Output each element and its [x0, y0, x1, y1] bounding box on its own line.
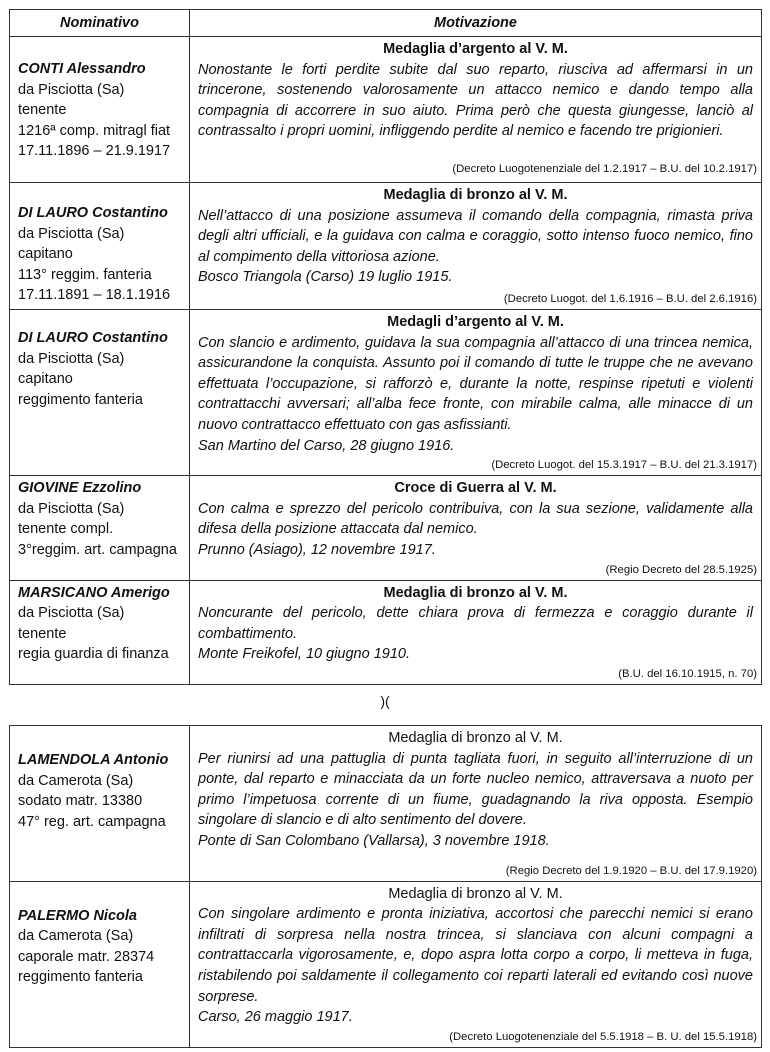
person-info: 17.11.1891 – 18.1.1916 [18, 287, 171, 304]
person-info: reggimento fanteria [18, 969, 143, 986]
motivation-text: Nell’attacco di una posizione assumeva il comando della compagnia, rimasta priva degli altri ufficiali, e la guidava con calma e coraggio, sotto intenso fuoco nemico, fino al compimento della vittoriosa azione. [198, 207, 753, 265]
motivation-text: Per riunirsi ad una pattuglia di punta tagliata fuori, in seguito all’interruzione di un ponte, dal reparto e minacciata da un forte nucleo nemico, attraversava a nuoto per primo l’impetuosa corrente di un fiume, guadagnando la riva opposta. Esempio singolare di slancio e di alto sentimento del dovere. [198, 750, 753, 829]
name-cell [10, 726, 190, 882]
name-cell [10, 881, 190, 1047]
motivation-text: Con slancio e ardimento, guidava la sua compagnia all’attacco di una trincea nemica, assicurandone la conquista. Assunto poi il comando di tutte le truppe che ne avevano effettuata l’occupazione, si rafforzò e, durante la notte, respinse ripetuti e violenti contrattacchi avversari; all’alba fece fronte, con mirabile calma, alle minacce di un nuovo contrattacco effettuato con gas asfissianti. [198, 334, 753, 433]
place-date: Ponte di San Colombano (Vallarsa), 3 novembre 1918. [198, 832, 550, 849]
motivation-cell [190, 476, 762, 580]
motivation-cell [190, 726, 762, 882]
section-separator: )( [380, 693, 390, 709]
person-info: da Pisciotta (Sa) [18, 605, 125, 622]
person-info: da Camerota (Sa) [18, 928, 134, 945]
motivation-text: Con singolare ardimento e pronta iniziativa, accortosi che parecchi nemici si erano infiltrati di sorpresa nella nostra trincea, si slanciava con alcuni compagni a contrattaccarla vigorosamente, e, dopo aspra lotta corpo a corpo, li metteva in fuga, ristabilendo poi saldamente il collegamento coi reparti laterali ed evitando così nuove sorprese. [198, 906, 753, 1005]
decree-reference: (Decreto Luogotenenziale del 5.5.1918 – B. U. del 15.5.1918) [449, 1030, 757, 1043]
place-date: Monte Freikofel, 10 giugno 1910. [198, 646, 410, 663]
motivation-text: Nonostante le forti perdite subite dal suo reparto, riusciva ad affermarsi in un trincerone, sostenendo valorosamente un attacco nemico e dando tempo alla compagnia di accorrere in suo aiuto. Prima però che questa giungesse, lanciò al contrassalto i propri uomini, infliggendo perdite al nemico e facendo tre prigionieri. [198, 61, 753, 140]
person-name: DI LAURO Costantino [18, 329, 168, 346]
name-cell [10, 37, 190, 183]
person-info: 47° reg. art. campagna [18, 813, 166, 830]
place-date: Prunno (Asiago), 12 novembre 1917. [198, 541, 436, 558]
person-info: 17.11.1896 – 21.9.1917 [18, 143, 171, 160]
decree-reference: (B.U. del 16.10.1915, n. 70) [618, 667, 757, 680]
place-date: Carso, 26 maggio 1917. [198, 1009, 353, 1026]
decree-reference: (Decreto Luogot. del 1.6.1916 – B.U. del 2.6.1916) [503, 292, 757, 305]
name-cell [10, 309, 190, 475]
person-name: LAMENDOLA Antonio [18, 752, 169, 768]
motivation-cell [190, 881, 762, 1047]
awards-table-1 [9, 9, 762, 685]
decree-reference: (Regio Decreto del 1.9.1920 – B.U. del 17.9.1920) [505, 864, 757, 877]
decree-reference: (Decreto Luogot. del 15.3.1917 – B.U. del 21.3.1917) [491, 459, 757, 472]
award-title: Croce di Guerra al V. M. [394, 480, 557, 497]
place-date: San Martino del Carso, 28 giugno 1916. [198, 437, 455, 454]
award-title: Medaglia di bronzo al V. M. [388, 730, 563, 746]
table-row [10, 881, 762, 1047]
award-title: Medagli d’argento al V. M. [387, 313, 564, 330]
table-row [10, 37, 762, 183]
person-name: MARSICANO Amerigo [18, 584, 170, 601]
table-row [10, 726, 762, 882]
person-name: PALERMO Nicola [18, 907, 137, 924]
motivation-cell [190, 37, 762, 183]
table-row [10, 580, 762, 684]
motivation-text: Con calma e sprezzo del pericolo contribuiva, con la sua sezione, validamente alla difesa della posizione attaccata dal nemico. [198, 500, 753, 538]
table-header-row [10, 10, 762, 37]
award-title: Medaglia di bronzo al V. M. [383, 584, 568, 601]
person-info: capitano [18, 246, 73, 263]
motivation-cell [190, 183, 762, 310]
person-info: capitano [18, 371, 73, 388]
decree-reference: (Decreto Luogotenenziale del 1.2.1917 – B.U. del 10.2.1917) [452, 162, 757, 175]
person-info: tenente [18, 625, 67, 642]
table-row [10, 309, 762, 475]
person-info: da Camerota (Sa) [18, 772, 134, 789]
person-info: sodato matr. 13380 [18, 793, 143, 810]
header-motivazione: Motivazione [190, 10, 762, 37]
place-date: Bosco Triangola (Carso) 19 luglio 1915. [198, 269, 453, 286]
person-info: 113° reggim. fanteria [18, 266, 152, 283]
person-info: da Pisciotta (Sa) [18, 81, 125, 98]
decree-reference: (Regio Decreto del 28.5.1925) [605, 563, 757, 576]
person-name: DI LAURO Costantino [18, 205, 168, 221]
name-cell [10, 476, 190, 580]
name-cell [10, 183, 190, 310]
table-row [10, 183, 762, 310]
person-info: caporale matr. 28374 [18, 948, 155, 965]
person-info: da Pisciotta (Sa) [18, 350, 125, 367]
award-title: Medaglia di bronzo al V. M. [383, 187, 568, 203]
motivation-cell [190, 309, 762, 475]
person-info: tenente compl. [18, 521, 114, 538]
award-title: Medaglia di bronzo al V. M. [388, 885, 563, 902]
table-row [10, 476, 762, 580]
person-info: tenente [18, 102, 67, 119]
person-info: 1216ª comp. mitragl fiat [18, 122, 171, 139]
awards-table-2 [9, 725, 762, 1048]
name-cell [10, 580, 190, 684]
person-name: GIOVINE Ezzolino [18, 480, 142, 497]
person-info: da Pisciotta (Sa) [18, 225, 125, 242]
person-name: CONTI Alessandro [18, 61, 146, 77]
person-info: 3°reggim. art. campagna [18, 541, 177, 558]
award-title: Medaglia d’argento al V. M. [383, 41, 568, 57]
motivation-text: Noncurante del pericolo, dette chiara prova di fermezza e coraggio durante il combattimento. [198, 605, 753, 642]
person-info: da Pisciotta (Sa) [18, 500, 125, 517]
motivation-cell [190, 580, 762, 684]
header-nominativo: Nominativo [10, 10, 190, 37]
person-info: reggimento fanteria [18, 391, 143, 408]
person-info: regia guardia di finanza [18, 646, 169, 663]
